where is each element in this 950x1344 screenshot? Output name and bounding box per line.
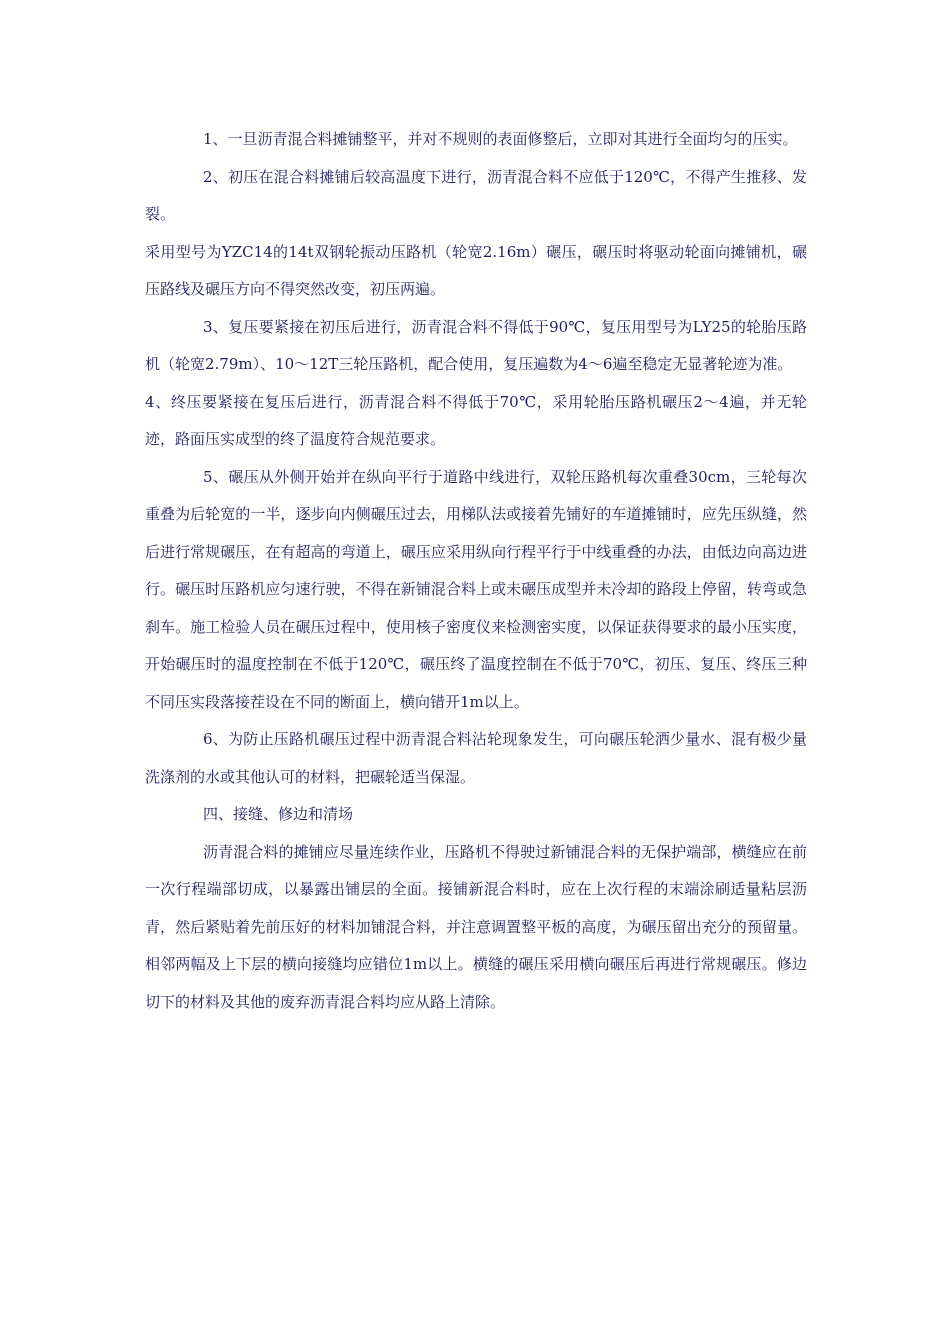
paragraph-wheel-sticking: 6、为防止压路机碾压过程中沥青混合料沾轮现象发生，可向碾压轮洒少量水、混有极少量洗涤剂的水或其他认可的材料，把碾轮适当保湿。	[145, 730, 807, 786]
paragraph-final-compaction: 4、终压要紧接在复压后进行，沥青混合料不得低于70℃，采用轮胎压路机碾压2～4遍，并无轮迹，路面压实成型的终了温度符合规范要求。	[145, 392, 807, 448]
paragraph-initial-compaction-1: 1、一旦沥青混合料摊铺整平，并对不规则的表面修整后，立即对其进行全面均匀的压实。	[203, 130, 798, 148]
document-body	[145, 121, 807, 1021]
paragraph-initial-compaction-2: 2、初压在混合料摊铺后较高温度下进行，沥青混合料不应低于120℃，不得产生推移、发裂。	[145, 167, 807, 223]
paragraph-rolling-procedure: 5、碾压从外侧开始并在纵向平行于道路中线进行，双轮压路机每次重叠30cm，三轮每次重叠为后轮宽的一半，逐步向内侧碾压过去，用梯队法或接着先铺好的车道摊铺时，应先压纵缝，然后进行常规碾压，在有超高的弯道上，碾压应采用纵向行程平行于中线重叠的办法，由低边向高边进行。碾压时压路机应匀速行驶，不得在新铺混合料上或未碾压成型并未冷却的路段上停留，转弯或急刹车。施工检验人员在碾压过程中，使用核子密度仪来检测密实度，以保证获得要求的最小压实度，开始碾压时的温度控制在不低于120℃，碾压终了温度控制在不低于70℃，初压、复压、终压三种不同压实段落接茬设在不同的断面上，横向错开1m以上。	[145, 467, 807, 711]
paragraph-re-compaction: 3、复压要紧接在初压后进行，沥青混合料不得低于90℃，复压用型号为LY25的轮胎压路机（轮宽2.79m）、10～12T三轮压路机，配合使用，复压遍数为4～6遍至稳定无显著轮迹为准。	[145, 317, 807, 373]
paragraph-joints-cleanup: 沥青混合料的摊铺应尽量连续作业，压路机不得驶过新铺混合料的无保护端部，横缝应在前一次行程端部切成，以暴露出铺层的全面。接铺新混合料时，应在上次行程的末端涂刷适量粘层沥青，然后紧贴着先前压好的材料加铺混合料，并注意调置整平板的高度，为碾压留出充分的预留量。相邻两幅及上下层的横向接缝均应错位1m以上。横缝的碾压采用横向碾压后再进行常规碾压。修边切下的材料及其他的废弃沥青混合料均应从路上清除。	[145, 842, 807, 1011]
paragraph-roller-model: 采用型号为YZC14的14t双钢轮振动压路机（轮宽2.16m）碾压，碾压时将驱动轮面向摊铺机，碾压路线及碾压方向不得突然改变，初压两遍。	[145, 242, 807, 298]
section-heading-joints: 四、接缝、修边和清场	[203, 805, 354, 823]
